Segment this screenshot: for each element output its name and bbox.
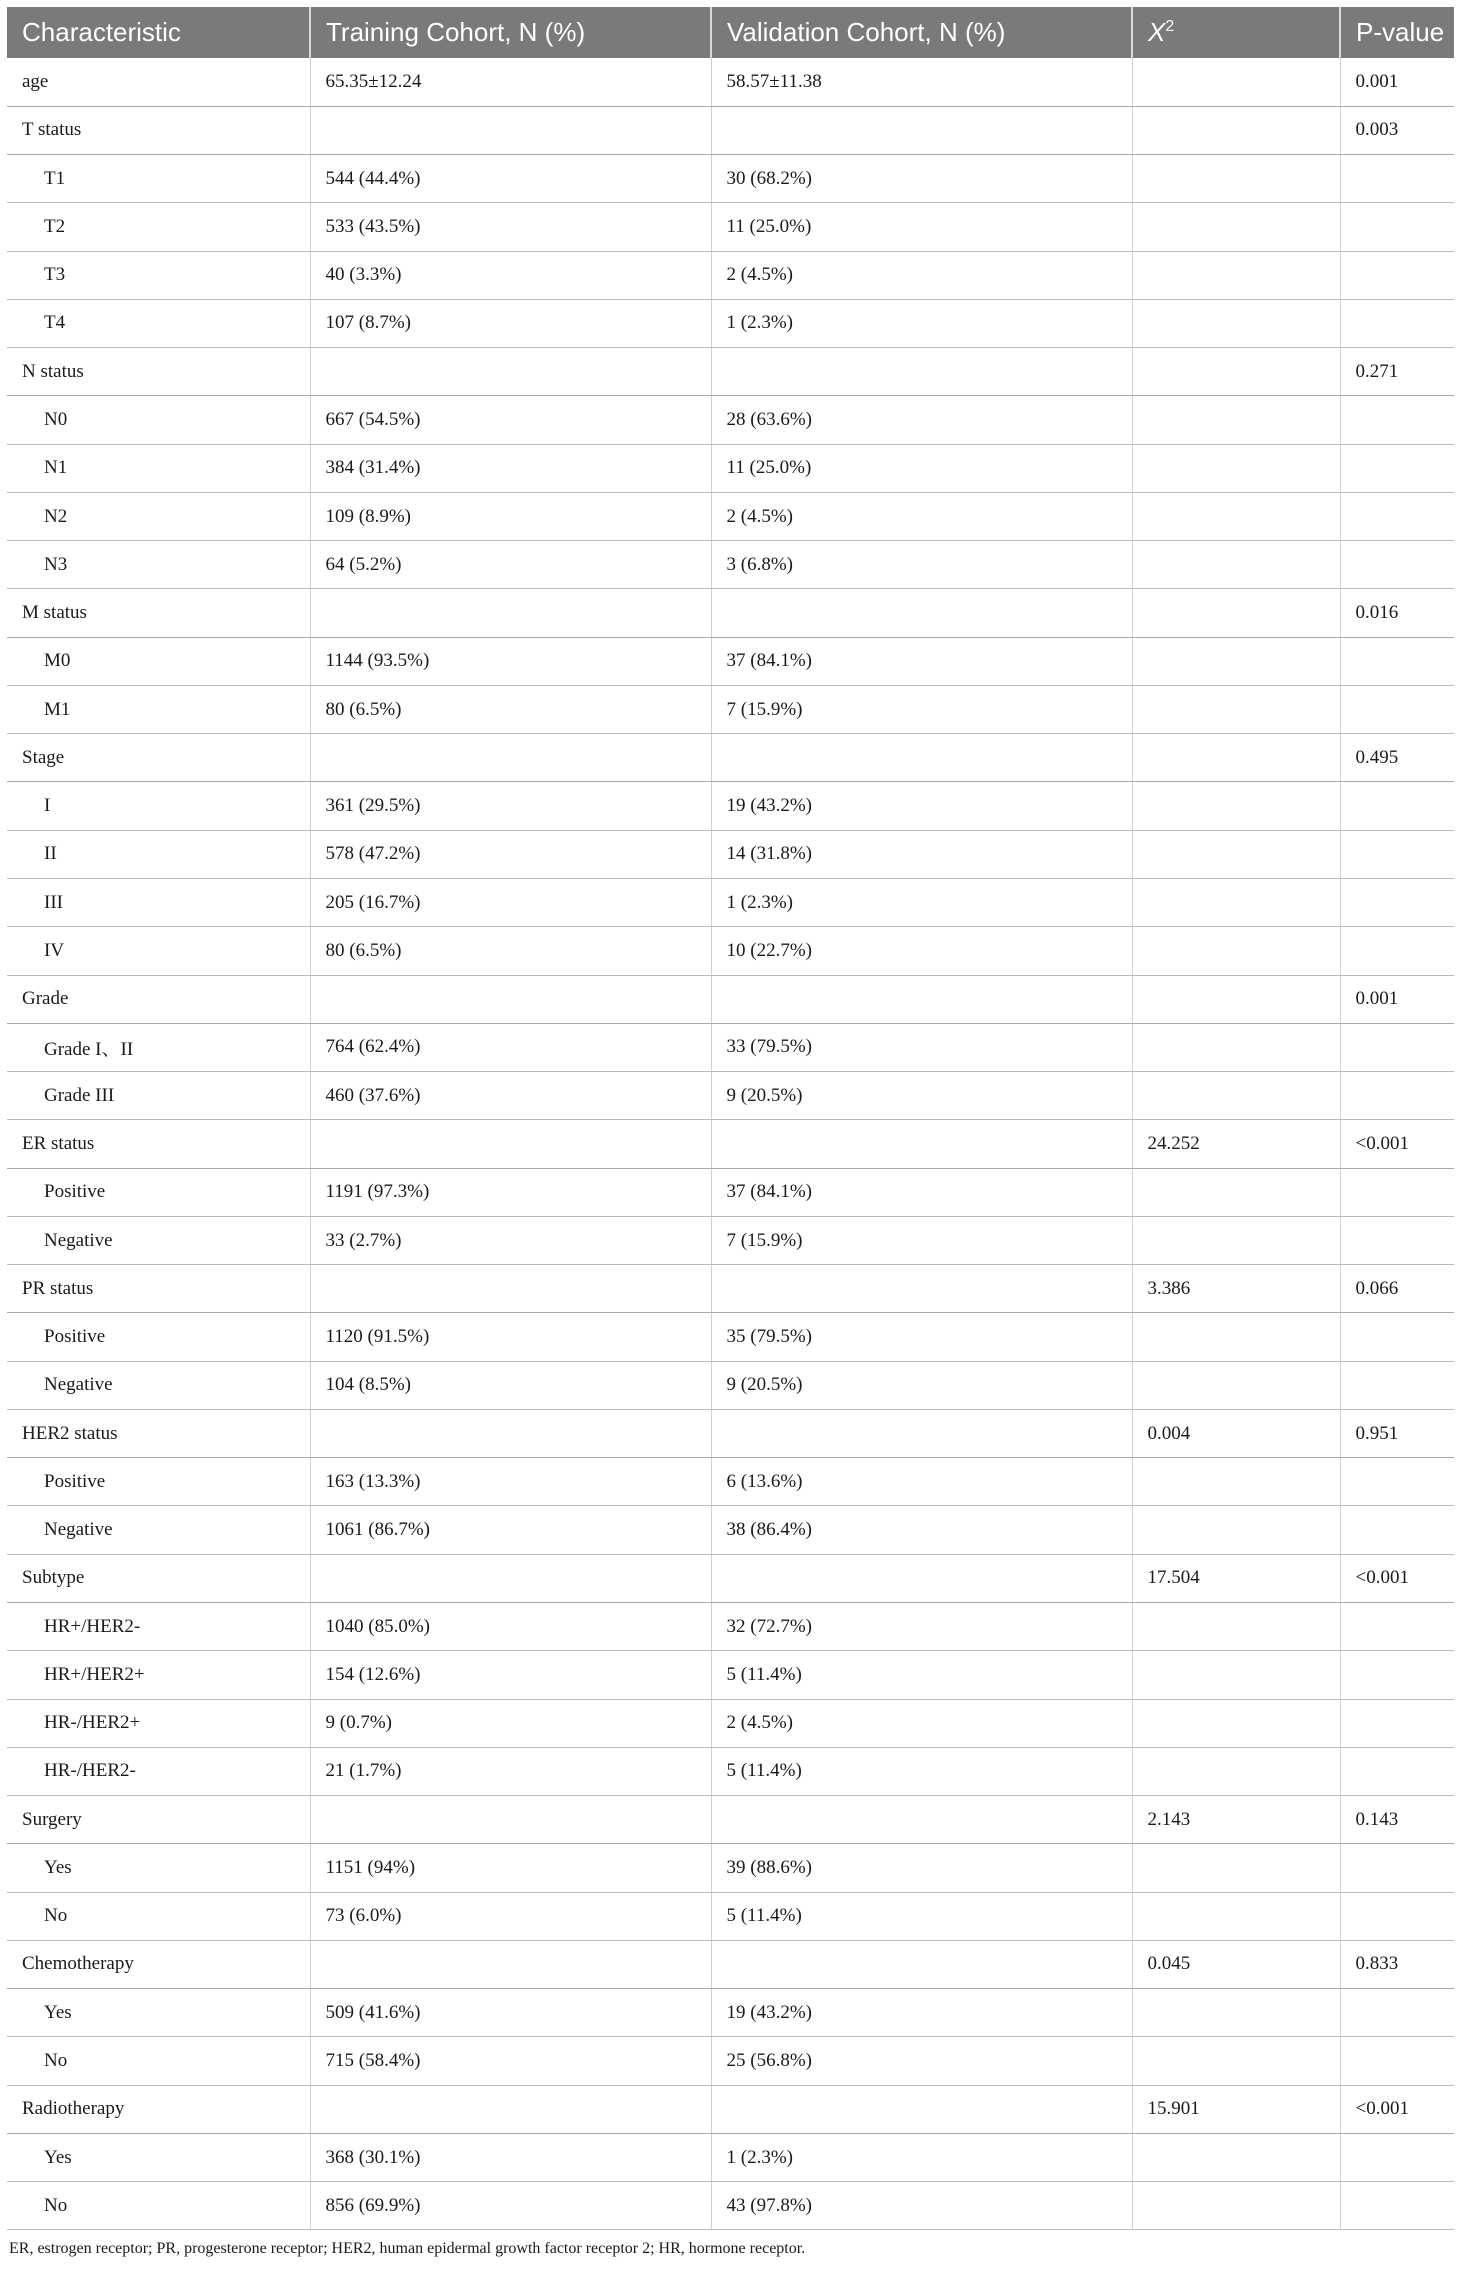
cell-training: 1061 (86.7%) xyxy=(310,1506,711,1554)
cell-characteristic: PR status xyxy=(7,1265,310,1313)
table-row-category xyxy=(7,58,1454,106)
cell-chi-square xyxy=(1132,685,1340,733)
cell-validation: 2 (4.5%) xyxy=(711,1699,1132,1747)
cell-validation: 2 (4.5%) xyxy=(711,251,1132,299)
cell-validation xyxy=(711,589,1132,637)
table-row-subcategory xyxy=(7,1458,1454,1506)
table-row-category xyxy=(7,106,1454,154)
cell-p-value: 0.143 xyxy=(1340,1796,1454,1844)
cell-characteristic: Yes xyxy=(7,2133,310,2181)
cell-validation: 30 (68.2%) xyxy=(711,155,1132,203)
cell-chi-square xyxy=(1132,1072,1340,1120)
cell-chi-square xyxy=(1132,1216,1340,1264)
cell-training: 154 (12.6%) xyxy=(310,1651,711,1699)
table-row-category xyxy=(7,1554,1454,1602)
cell-characteristic: HR-/HER2- xyxy=(7,1747,310,1795)
cell-chi-square xyxy=(1132,251,1340,299)
table-row-subcategory xyxy=(7,1844,1454,1892)
cell-p-value xyxy=(1340,541,1454,589)
cell-p-value xyxy=(1340,1989,1454,2037)
cell-training: 764 (62.4%) xyxy=(310,1023,711,1071)
cell-chi-square xyxy=(1132,975,1340,1023)
cell-p-value xyxy=(1340,299,1454,347)
cell-chi-square xyxy=(1132,299,1340,347)
cell-training: 80 (6.5%) xyxy=(310,685,711,733)
table-row-subcategory xyxy=(7,1603,1454,1651)
cell-chi-square xyxy=(1132,830,1340,878)
cell-p-value xyxy=(1340,1603,1454,1651)
cell-characteristic: I xyxy=(7,782,310,830)
cell-chi-square xyxy=(1132,203,1340,251)
cell-characteristic: Chemotherapy xyxy=(7,1940,310,1988)
cell-chi-square xyxy=(1132,155,1340,203)
cell-training xyxy=(310,1796,711,1844)
cell-validation: 1 (2.3%) xyxy=(711,2133,1132,2181)
cell-p-value xyxy=(1340,1168,1454,1216)
cell-chi-square: 0.004 xyxy=(1132,1409,1340,1457)
cell-training xyxy=(310,1554,711,1602)
cell-characteristic: T4 xyxy=(7,299,310,347)
cell-training: 205 (16.7%) xyxy=(310,879,711,927)
cell-chi-square: 24.252 xyxy=(1132,1120,1340,1168)
cell-p-value xyxy=(1340,2133,1454,2181)
table-row-category xyxy=(7,1940,1454,1988)
cell-chi-square xyxy=(1132,1361,1340,1409)
cell-p-value: 0.003 xyxy=(1340,106,1454,154)
cell-p-value xyxy=(1340,1892,1454,1940)
header-chi-square xyxy=(1132,7,1340,58)
table-row-subcategory xyxy=(7,1747,1454,1795)
cell-validation: 5 (11.4%) xyxy=(711,1747,1132,1795)
cell-training: 460 (37.6%) xyxy=(310,1072,711,1120)
cell-chi-square xyxy=(1132,1023,1340,1071)
cell-chi-square xyxy=(1132,1458,1340,1506)
cell-training: 65.35±12.24 xyxy=(310,58,711,106)
cell-chi-square xyxy=(1132,348,1340,396)
cell-training: 1120 (91.5%) xyxy=(310,1313,711,1361)
cell-characteristic: T1 xyxy=(7,155,310,203)
cell-p-value xyxy=(1340,830,1454,878)
cell-chi-square xyxy=(1132,782,1340,830)
cell-chi-square xyxy=(1132,492,1340,540)
cell-characteristic: N status xyxy=(7,348,310,396)
cell-characteristic: Positive xyxy=(7,1313,310,1361)
cell-validation: 19 (43.2%) xyxy=(711,782,1132,830)
cell-validation xyxy=(711,1120,1132,1168)
cell-p-value xyxy=(1340,203,1454,251)
header-characteristic: Characteristic xyxy=(7,7,310,58)
cell-chi-square xyxy=(1132,1168,1340,1216)
cell-validation: 11 (25.0%) xyxy=(711,203,1132,251)
cell-validation: 43 (97.8%) xyxy=(711,2182,1132,2230)
table-row-subcategory xyxy=(7,1313,1454,1361)
cell-p-value: 0.066 xyxy=(1340,1265,1454,1313)
cell-chi-square xyxy=(1132,396,1340,444)
cell-training: 9 (0.7%) xyxy=(310,1699,711,1747)
cell-validation: 6 (13.6%) xyxy=(711,1458,1132,1506)
cell-validation: 2 (4.5%) xyxy=(711,492,1132,540)
cell-p-value xyxy=(1340,685,1454,733)
cell-chi-square xyxy=(1132,2182,1340,2230)
cell-validation: 11 (25.0%) xyxy=(711,444,1132,492)
cell-validation: 5 (11.4%) xyxy=(711,1651,1132,1699)
cell-validation: 37 (84.1%) xyxy=(711,1168,1132,1216)
cell-characteristic: Positive xyxy=(7,1168,310,1216)
table-row-subcategory xyxy=(7,203,1454,251)
cell-characteristic: T2 xyxy=(7,203,310,251)
table-row-subcategory xyxy=(7,396,1454,444)
table-row-subcategory xyxy=(7,1023,1454,1071)
cell-p-value xyxy=(1340,1458,1454,1506)
cell-p-value xyxy=(1340,1844,1454,1892)
cell-chi-square xyxy=(1132,541,1340,589)
cell-training xyxy=(310,1940,711,1988)
table-row-subcategory xyxy=(7,2182,1454,2230)
cell-training: 856 (69.9%) xyxy=(310,2182,711,2230)
table-row-subcategory xyxy=(7,1361,1454,1409)
cell-chi-square xyxy=(1132,444,1340,492)
cell-training xyxy=(310,975,711,1023)
cell-p-value xyxy=(1340,1747,1454,1795)
table-row-category xyxy=(7,734,1454,782)
cell-training: 509 (41.6%) xyxy=(310,1989,711,2037)
cell-training xyxy=(310,1409,711,1457)
cell-characteristic: No xyxy=(7,2037,310,2085)
cell-chi-square xyxy=(1132,1603,1340,1651)
chi-symbol: X xyxy=(1148,17,1166,47)
table-row-subcategory xyxy=(7,879,1454,927)
table-row-subcategory xyxy=(7,2037,1454,2085)
cell-chi-square xyxy=(1132,734,1340,782)
cell-p-value xyxy=(1340,1506,1454,1554)
cell-validation: 19 (43.2%) xyxy=(711,1989,1132,2037)
cell-p-value xyxy=(1340,1216,1454,1264)
cell-characteristic: Surgery xyxy=(7,1796,310,1844)
cell-characteristic: Yes xyxy=(7,1989,310,2037)
cell-characteristic: No xyxy=(7,1892,310,1940)
cell-characteristic: HR+/HER2- xyxy=(7,1603,310,1651)
table-row-subcategory xyxy=(7,685,1454,733)
cell-validation: 58.57±11.38 xyxy=(711,58,1132,106)
cell-p-value xyxy=(1340,1651,1454,1699)
cell-validation xyxy=(711,734,1132,782)
cell-characteristic: Radiotherapy xyxy=(7,2085,310,2133)
cell-characteristic: T3 xyxy=(7,251,310,299)
characteristics-table xyxy=(7,7,1454,2230)
cell-p-value xyxy=(1340,1023,1454,1071)
cell-characteristic: Grade III xyxy=(7,1072,310,1120)
header-row xyxy=(7,7,1454,58)
cell-training: 544 (44.4%) xyxy=(310,155,711,203)
cell-characteristic: ER status xyxy=(7,1120,310,1168)
cell-training: 1144 (93.5%) xyxy=(310,637,711,685)
table-row-subcategory xyxy=(7,541,1454,589)
cell-p-value: 0.001 xyxy=(1340,58,1454,106)
table-header xyxy=(7,7,1454,58)
cell-characteristic: HR-/HER2+ xyxy=(7,1699,310,1747)
cell-validation: 25 (56.8%) xyxy=(711,2037,1132,2085)
cell-p-value xyxy=(1340,1313,1454,1361)
cell-chi-square xyxy=(1132,1844,1340,1892)
table-row-subcategory xyxy=(7,1989,1454,2037)
cell-validation: 1 (2.3%) xyxy=(711,879,1132,927)
cell-p-value xyxy=(1340,2182,1454,2230)
cell-characteristic: Grade xyxy=(7,975,310,1023)
table-body xyxy=(7,58,1454,2230)
cell-characteristic: Negative xyxy=(7,1216,310,1264)
cell-training: 104 (8.5%) xyxy=(310,1361,711,1409)
cell-validation xyxy=(711,348,1132,396)
table-row-subcategory xyxy=(7,1072,1454,1120)
cell-training: 40 (3.3%) xyxy=(310,251,711,299)
cell-p-value xyxy=(1340,637,1454,685)
cell-p-value xyxy=(1340,1361,1454,1409)
cell-p-value xyxy=(1340,2037,1454,2085)
cell-training xyxy=(310,348,711,396)
table-row-category xyxy=(7,1265,1454,1313)
cell-training: 368 (30.1%) xyxy=(310,2133,711,2181)
table-row-subcategory xyxy=(7,299,1454,347)
cell-chi-square xyxy=(1132,589,1340,637)
cell-p-value xyxy=(1340,444,1454,492)
cell-characteristic: M0 xyxy=(7,637,310,685)
cell-characteristic: Yes xyxy=(7,1844,310,1892)
cell-validation: 32 (72.7%) xyxy=(711,1603,1132,1651)
cell-chi-square: 15.901 xyxy=(1132,2085,1340,2133)
table-row-subcategory xyxy=(7,927,1454,975)
cell-training: 667 (54.5%) xyxy=(310,396,711,444)
cell-characteristic: age xyxy=(7,58,310,106)
cell-training xyxy=(310,1120,711,1168)
table-row-category xyxy=(7,1796,1454,1844)
cell-training: 1040 (85.0%) xyxy=(310,1603,711,1651)
cell-characteristic: IV xyxy=(7,927,310,975)
cell-chi-square xyxy=(1132,1313,1340,1361)
cell-chi-square: 2.143 xyxy=(1132,1796,1340,1844)
table-row-category xyxy=(7,2085,1454,2133)
cell-validation: 7 (15.9%) xyxy=(711,1216,1132,1264)
cell-chi-square xyxy=(1132,106,1340,154)
cell-validation xyxy=(711,1554,1132,1602)
cell-validation xyxy=(711,1265,1132,1313)
cell-characteristic: M status xyxy=(7,589,310,637)
table-row-subcategory xyxy=(7,1216,1454,1264)
table-row-category xyxy=(7,975,1454,1023)
cell-p-value xyxy=(1340,396,1454,444)
table-row-category xyxy=(7,589,1454,637)
cell-validation: 9 (20.5%) xyxy=(711,1361,1132,1409)
cell-training: 33 (2.7%) xyxy=(310,1216,711,1264)
cell-chi-square xyxy=(1132,58,1340,106)
cell-training: 361 (29.5%) xyxy=(310,782,711,830)
cell-p-value: 0.001 xyxy=(1340,975,1454,1023)
cell-p-value: 0.495 xyxy=(1340,734,1454,782)
cell-characteristic: N3 xyxy=(7,541,310,589)
table-row-category xyxy=(7,348,1454,396)
chi-superscript: 2 xyxy=(1165,18,1175,35)
cell-validation: 39 (88.6%) xyxy=(711,1844,1132,1892)
table-row-subcategory xyxy=(7,492,1454,540)
cell-characteristic: Subtype xyxy=(7,1554,310,1602)
cell-characteristic: N1 xyxy=(7,444,310,492)
table-row-subcategory xyxy=(7,782,1454,830)
cell-characteristic: HER2 status xyxy=(7,1409,310,1457)
cell-chi-square xyxy=(1132,1506,1340,1554)
cell-chi-square xyxy=(1132,927,1340,975)
cell-training xyxy=(310,106,711,154)
table-footnote: ER, estrogen receptor; PR, progesterone receptor; HER2, human epidermal growth factor receptor 2; HR, hormone receptor. xyxy=(9,2240,806,2257)
cell-characteristic: II xyxy=(7,830,310,878)
cell-chi-square xyxy=(1132,1747,1340,1795)
cell-validation xyxy=(711,2085,1132,2133)
cell-chi-square: 0.045 xyxy=(1132,1940,1340,1988)
cell-p-value xyxy=(1340,492,1454,540)
cell-chi-square xyxy=(1132,879,1340,927)
cell-characteristic: No xyxy=(7,2182,310,2230)
cell-validation xyxy=(711,1796,1132,1844)
header-training-cohort: Training Cohort, N (%) xyxy=(310,7,711,58)
cell-characteristic: Positive xyxy=(7,1458,310,1506)
cell-validation: 35 (79.5%) xyxy=(711,1313,1132,1361)
cell-characteristic: Negative xyxy=(7,1361,310,1409)
table-row-subcategory xyxy=(7,2133,1454,2181)
cell-p-value: 0.271 xyxy=(1340,348,1454,396)
cell-chi-square xyxy=(1132,2037,1340,2085)
cell-training: 107 (8.7%) xyxy=(310,299,711,347)
cell-p-value xyxy=(1340,782,1454,830)
cell-p-value: <0.001 xyxy=(1340,1554,1454,1602)
cell-chi-square: 3.386 xyxy=(1132,1265,1340,1313)
cell-p-value: 0.016 xyxy=(1340,589,1454,637)
characteristics-table-container xyxy=(7,7,1454,2230)
header-validation-cohort: Validation Cohort, N (%) xyxy=(711,7,1132,58)
cell-validation: 5 (11.4%) xyxy=(711,1892,1132,1940)
table-row-subcategory xyxy=(7,1699,1454,1747)
cell-characteristic: III xyxy=(7,879,310,927)
cell-chi-square xyxy=(1132,637,1340,685)
cell-validation: 7 (15.9%) xyxy=(711,685,1132,733)
cell-training: 1191 (97.3%) xyxy=(310,1168,711,1216)
cell-validation xyxy=(711,1409,1132,1457)
table-row-category xyxy=(7,1120,1454,1168)
cell-training: 80 (6.5%) xyxy=(310,927,711,975)
cell-characteristic: N0 xyxy=(7,396,310,444)
cell-characteristic: HR+/HER2+ xyxy=(7,1651,310,1699)
cell-validation: 33 (79.5%) xyxy=(711,1023,1132,1071)
cell-p-value xyxy=(1340,251,1454,299)
cell-p-value xyxy=(1340,155,1454,203)
cell-chi-square xyxy=(1132,2133,1340,2181)
table-row-subcategory xyxy=(7,1651,1454,1699)
cell-characteristic: Negative xyxy=(7,1506,310,1554)
cell-validation: 10 (22.7%) xyxy=(711,927,1132,975)
cell-chi-square xyxy=(1132,1651,1340,1699)
cell-characteristic: T status xyxy=(7,106,310,154)
cell-training xyxy=(310,734,711,782)
cell-chi-square xyxy=(1132,1892,1340,1940)
table-row-subcategory xyxy=(7,444,1454,492)
cell-validation xyxy=(711,106,1132,154)
cell-validation: 9 (20.5%) xyxy=(711,1072,1132,1120)
table-row-subcategory xyxy=(7,155,1454,203)
cell-training: 578 (47.2%) xyxy=(310,830,711,878)
cell-validation: 14 (31.8%) xyxy=(711,830,1132,878)
cell-chi-square: 17.504 xyxy=(1132,1554,1340,1602)
cell-training xyxy=(310,1265,711,1313)
cell-p-value xyxy=(1340,1699,1454,1747)
table-row-category xyxy=(7,1409,1454,1457)
cell-characteristic: N2 xyxy=(7,492,310,540)
header-p-value: P-value xyxy=(1340,7,1454,58)
cell-training: 715 (58.4%) xyxy=(310,2037,711,2085)
cell-validation xyxy=(711,975,1132,1023)
cell-training: 21 (1.7%) xyxy=(310,1747,711,1795)
cell-p-value: 0.833 xyxy=(1340,1940,1454,1988)
cell-validation: 37 (84.1%) xyxy=(711,637,1132,685)
cell-training: 163 (13.3%) xyxy=(310,1458,711,1506)
cell-chi-square xyxy=(1132,1989,1340,2037)
cell-training: 533 (43.5%) xyxy=(310,203,711,251)
cell-characteristic: Grade I、II xyxy=(7,1023,310,1071)
cell-p-value xyxy=(1340,927,1454,975)
cell-p-value xyxy=(1340,1072,1454,1120)
cell-training: 73 (6.0%) xyxy=(310,1892,711,1940)
table-row-subcategory xyxy=(7,637,1454,685)
table-row-subcategory xyxy=(7,1168,1454,1216)
cell-training xyxy=(310,589,711,637)
cell-p-value: 0.951 xyxy=(1340,1409,1454,1457)
cell-p-value: <0.001 xyxy=(1340,2085,1454,2133)
cell-p-value xyxy=(1340,879,1454,927)
table-row-subcategory xyxy=(7,1892,1454,1940)
table-row-subcategory xyxy=(7,830,1454,878)
cell-validation: 28 (63.6%) xyxy=(711,396,1132,444)
cell-validation: 1 (2.3%) xyxy=(711,299,1132,347)
cell-validation: 3 (6.8%) xyxy=(711,541,1132,589)
cell-training: 1151 (94%) xyxy=(310,1844,711,1892)
cell-training: 64 (5.2%) xyxy=(310,541,711,589)
cell-training xyxy=(310,2085,711,2133)
cell-training: 384 (31.4%) xyxy=(310,444,711,492)
cell-validation xyxy=(711,1940,1132,1988)
cell-characteristic: Stage xyxy=(7,734,310,782)
cell-training: 109 (8.9%) xyxy=(310,492,711,540)
cell-characteristic: M1 xyxy=(7,685,310,733)
cell-validation: 38 (86.4%) xyxy=(711,1506,1132,1554)
table-row-subcategory xyxy=(7,251,1454,299)
cell-chi-square xyxy=(1132,1699,1340,1747)
cell-p-value: <0.001 xyxy=(1340,1120,1454,1168)
table-row-subcategory xyxy=(7,1506,1454,1554)
